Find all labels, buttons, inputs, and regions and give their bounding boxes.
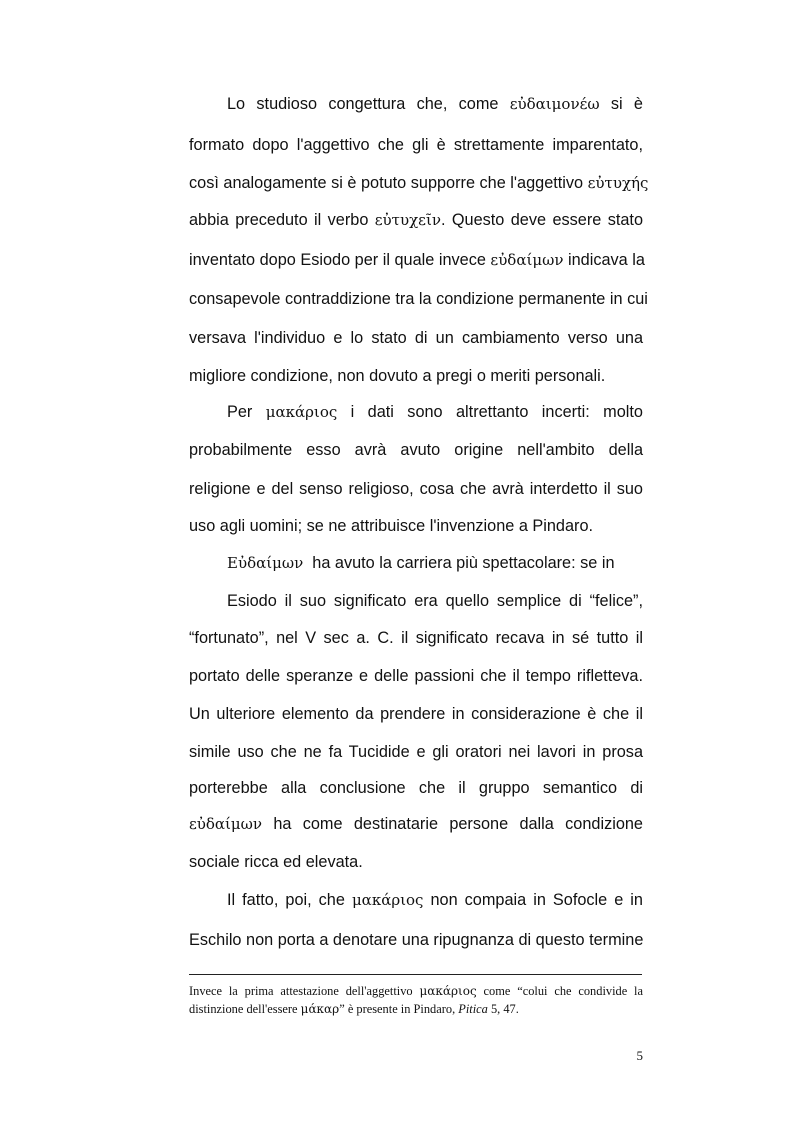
text-line: Εὐδαίμων ha avuto la carriera più spettacolare: se in [227, 554, 615, 572]
footnote-separator [189, 974, 642, 975]
text-line: formato dopo l'aggettivo che gli è strettamente imparentato, [189, 136, 643, 154]
text-line: εὐδαίμων ha come destinatarie persone dalla condizione [189, 815, 643, 833]
text-line: portato delle speranze e delle passioni che il tempo rifletteva. [189, 667, 643, 685]
text-line: probabilmente esso avrà avuto origine nell'ambito della [189, 441, 643, 459]
footnote-line: Invece la prima attestazione dell'aggettivo μακάριος come “colui che condivide la [189, 984, 643, 998]
text-line: Lo studioso congettura che, come εὐδαιμονέω si è [227, 95, 643, 113]
text-line: Il fatto, poi, che μακάριος non compaia in Sofocle e in [227, 891, 643, 909]
text-line: simile uso che ne fa Tucidide e gli oratori nei lavori in prosa [189, 743, 643, 761]
text-line: così analogamente si è potuto supporre che l'aggettivo εὐτυχής [189, 174, 649, 192]
text-line: abbia preceduto il verbo εὐτυχεῖν. Questo deve essere stato [189, 211, 643, 229]
text-line: versava l'individuo e lo stato di un cambiamento verso una [189, 329, 643, 347]
footnote-line: distinzione dell'essere μάκαρ” è presente in Pindaro, Pitica 5, 47. [189, 1002, 519, 1016]
text-line: Esiodo il suo significato era quello semplice di “felice”, [227, 592, 643, 610]
text-line: Per μακάριος i dati sono altrettanto incerti: molto [227, 403, 643, 421]
text-line: porterebbe alla conclusione che il gruppo semantico di [189, 779, 643, 797]
text-line: uso agli uomini; se ne attribuisce l'invenzione a Pindaro. [189, 517, 594, 535]
text-line: sociale ricca ed elevata. [189, 853, 363, 871]
text-line: Eschilo non porta a denotare una ripugnanza di questo termine [189, 931, 644, 949]
text-line: inventato dopo Esiodo per il quale invece εὐδαίμων indicava la [189, 251, 645, 269]
text-line: religione e del senso religioso, cosa che avrà interdetto il suo [189, 480, 643, 498]
page-number: 5 [636, 1048, 643, 1063]
text-line: Un ulteriore elemento da prendere in considerazione è che il [189, 705, 643, 723]
text-line: consapevole contraddizione tra la condizione permanente in cui [189, 290, 648, 308]
text-line: migliore condizione, non dovuto a pregi o meriti personali. [189, 367, 606, 385]
text-line: “fortunato”, nel V sec a. C. il significato recava in sé tutto il [189, 629, 643, 647]
